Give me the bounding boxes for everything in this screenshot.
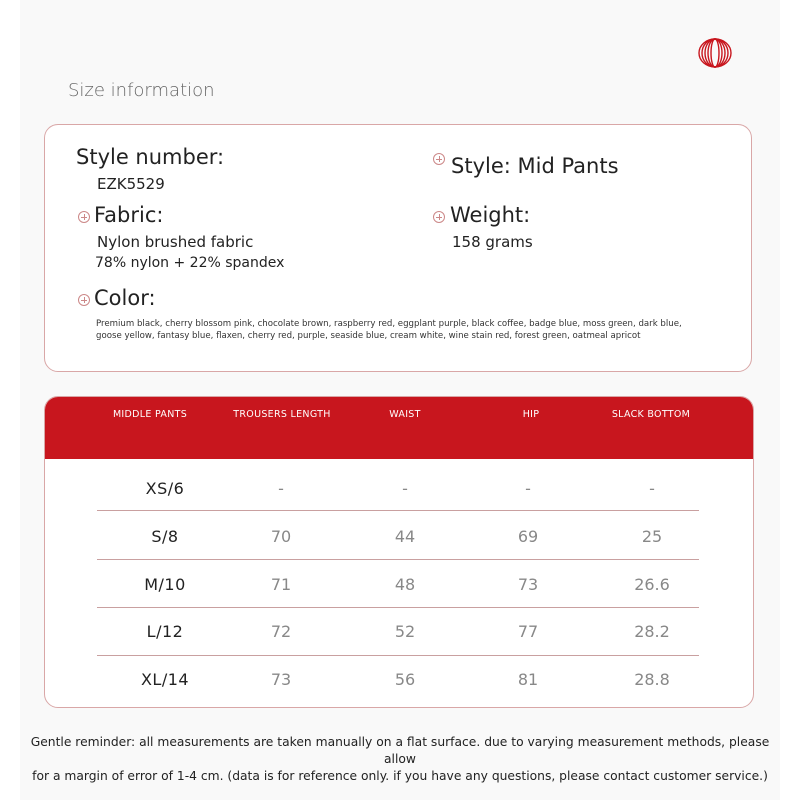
plus-circle-icon (78, 211, 90, 223)
column-header: MIDDLE PANTS (112, 409, 188, 420)
disclaimer-line: for a margin of error of 1-4 cm. (data is for reference only. if you have any questions, please contact customer service.) (32, 769, 768, 783)
table-cell: 69 (517, 527, 539, 546)
table-cell: 28.8 (634, 670, 670, 689)
table-row (95, 465, 699, 512)
size-cell: XL/14 (140, 670, 190, 689)
product-info-card (44, 124, 752, 372)
style-label: Style: Mid Pants (451, 154, 619, 178)
weight-value: 158 grams (452, 233, 533, 251)
size-table (44, 396, 754, 708)
fabric-composition: 78% nylon + 22% spandex (95, 255, 285, 271)
table-cell: 71 (270, 575, 292, 594)
table-row (95, 513, 699, 560)
column-header: HIP (522, 409, 540, 420)
table-cell: 25 (641, 527, 663, 546)
plus-circle-icon (433, 211, 445, 223)
fabric-material: Nylon brushed fabric (97, 233, 254, 251)
size-cell: XS/6 (145, 479, 185, 498)
size-cell: L/12 (146, 622, 184, 641)
table-cell: 44 (394, 527, 416, 546)
table-cell: 70 (270, 527, 292, 546)
table-row (95, 561, 699, 608)
concentric-rings-icon (698, 36, 732, 70)
table-cell: 77 (517, 622, 539, 641)
page-title: Size information (68, 80, 215, 101)
plus-circle-icon (433, 153, 445, 165)
table-cell: - (649, 479, 655, 498)
table-cell: 26.6 (634, 575, 670, 594)
table-header (45, 397, 753, 459)
style-number-value: EZK5529 (97, 175, 165, 193)
disclaimer-line: Gentle reminder: all measurements are taken manually on a flat surface. due to varying measurement methods, please allow (30, 735, 770, 766)
table-cell: 28.2 (634, 622, 670, 641)
column-header: SLACK BOTTOM (611, 409, 691, 420)
table-cell: 72 (270, 622, 292, 641)
table-cell: - (525, 479, 531, 498)
table-cell: 73 (517, 575, 539, 594)
row-divider (97, 559, 699, 560)
table-row (95, 656, 699, 703)
color-list-line: goose yellow, fantasy blue, flaxen, cherry red, purple, seaside blue, cream white, wine stain red, forest green, oatmeal apricot (96, 331, 641, 341)
measurement-disclaimer (20, 734, 780, 785)
weight-label: Weight: (450, 203, 531, 227)
table-cell: 73 (270, 670, 292, 689)
column-header: TROUSERS LENGTH (233, 409, 331, 420)
fabric-label: Fabric: (94, 203, 164, 227)
table-cell: 81 (517, 670, 539, 689)
color-label: Color: (94, 286, 156, 310)
table-cell: 52 (394, 622, 416, 641)
row-divider (97, 510, 699, 511)
table-cell: - (402, 479, 408, 498)
table-cell: 56 (394, 670, 416, 689)
color-list-line: Premium black, cherry blossom pink, chocolate brown, raspberry red, eggplant purple, black coffee, badge blue, moss green, dark blue, (96, 319, 682, 329)
style-number-label: Style number: (76, 145, 225, 169)
size-cell: S/8 (151, 527, 179, 546)
table-row (95, 608, 699, 655)
size-cell: M/10 (144, 575, 186, 594)
color-list (96, 318, 736, 342)
plus-circle-icon (78, 294, 90, 306)
table-cell: - (278, 479, 284, 498)
table-cell: 48 (394, 575, 416, 594)
column-header: WAIST (389, 409, 421, 420)
